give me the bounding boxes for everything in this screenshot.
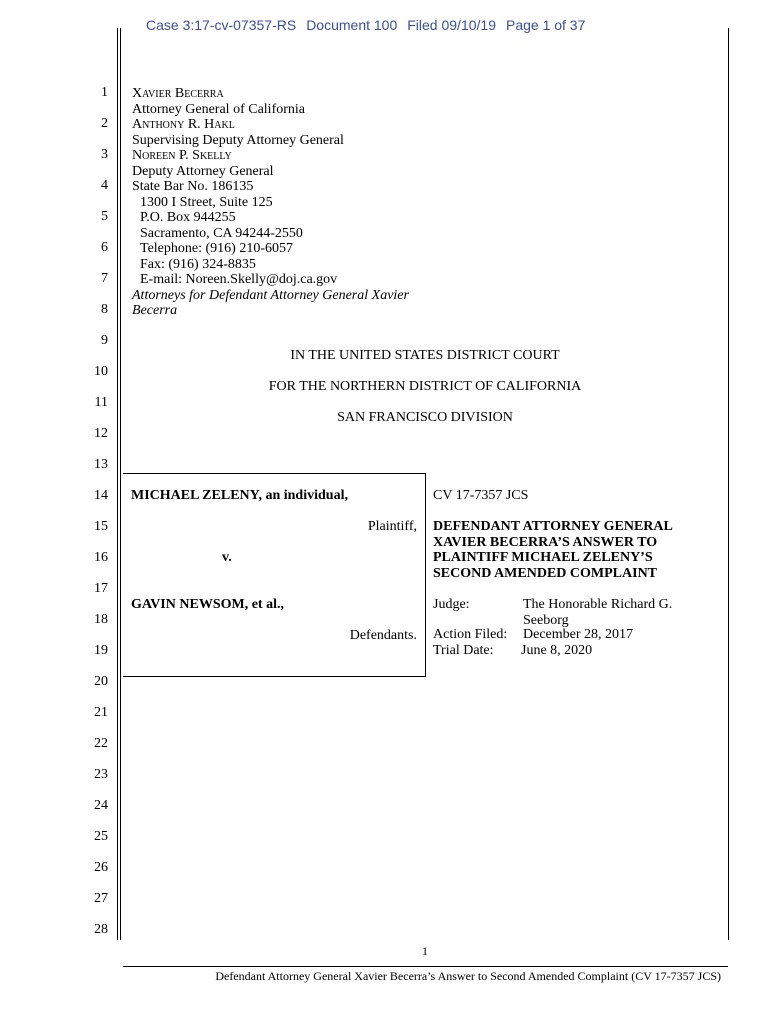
- line-number: 15: [94, 519, 108, 534]
- line-number: 5: [101, 209, 108, 224]
- line-number: 12: [94, 426, 108, 441]
- address-line: P.O. Box 944255: [140, 210, 236, 225]
- court-division: SAN FRANCISCO DIVISION: [337, 410, 513, 425]
- line-number: 18: [94, 612, 108, 627]
- defendant-role: Defendants.: [349, 628, 417, 643]
- ecf-header: [146, 17, 595, 33]
- line-number: 25: [94, 829, 108, 844]
- line-number: 2: [101, 116, 108, 131]
- trial-date-label: Trial Date:: [433, 643, 494, 658]
- address-line: Sacramento, CA 94244-2550: [140, 225, 303, 241]
- court-district: FOR THE NORTHERN DISTRICT OF CALIFORNIA: [268, 379, 582, 394]
- document-number: Document 100: [306, 17, 398, 33]
- document-title-line: SECOND AMENDED COMPLAINT: [433, 565, 658, 581]
- line-number: 3: [101, 147, 108, 162]
- line-number: 9: [101, 333, 108, 348]
- line-number: 11: [94, 395, 108, 410]
- footer-rule: [123, 966, 728, 967]
- line-number: 17: [94, 581, 108, 596]
- line-number: 22: [94, 736, 108, 751]
- attorney-name: Xavier Becerra: [132, 86, 224, 101]
- page-number: 1: [422, 944, 428, 958]
- document-title-line: DEFENDANT ATTORNEY GENERAL: [433, 519, 673, 534]
- attorney-block: [132, 86, 409, 319]
- left-margin-rule: [117, 28, 118, 940]
- trial-date-value: June 8, 2020: [521, 643, 593, 658]
- line-number: 21: [94, 705, 108, 720]
- civil-case-number: CV 17-7357 JCS: [433, 488, 529, 503]
- versus: v.: [222, 550, 232, 565]
- attorney-name: Noreen P. Skelly: [132, 148, 232, 163]
- line-number: 1: [101, 85, 108, 100]
- email: E-mail: Noreen.Skelly@doj.ca.gov: [140, 272, 338, 287]
- line-number: 8: [101, 302, 108, 317]
- attorneys-for: Attorneys for Defendant Attorney General Xavier: [132, 287, 409, 303]
- line-number: 19: [94, 643, 108, 658]
- action-filed-label: Action Filed:: [433, 627, 508, 642]
- right-margin-rule: [728, 28, 729, 940]
- attorney-name: Anthony R. Hakl: [132, 117, 235, 132]
- judge-name-line: Seeborg: [523, 612, 569, 628]
- document-title-line: XAVIER BECERRA’S ANSWER TO: [433, 534, 658, 550]
- judge-name-line: The Honorable Richard G.: [523, 597, 673, 612]
- case-number: Case 3:17-cv-07357-RS: [146, 17, 297, 33]
- line-number: 6: [101, 240, 108, 255]
- document-title: [433, 519, 673, 581]
- attorney-title: Supervising Deputy Attorney General: [132, 132, 344, 148]
- line-number: 27: [94, 891, 108, 906]
- line-number: 26: [94, 860, 108, 875]
- telephone: Telephone: (916) 210-6057: [140, 241, 293, 256]
- address-line: 1300 I Street, Suite 125: [140, 194, 273, 210]
- line-number: 10: [94, 364, 108, 379]
- attorney-title: Attorney General of California: [132, 101, 305, 117]
- action-filed-value: December 28, 2017: [523, 627, 634, 642]
- defendant-name: GAVIN NEWSOM, et al.,: [131, 597, 284, 612]
- court-name: IN THE UNITED STATES DISTRICT COURT: [290, 348, 560, 363]
- plaintiff-name: MICHAEL ZELENY, an individual,: [131, 488, 348, 503]
- line-number: 13: [94, 457, 108, 472]
- line-number: 23: [94, 767, 108, 782]
- footer-text: Defendant Attorney General Xavier Becerra’s Answer to Second Amended Complaint (CV 17-7357 JCS): [215, 969, 721, 983]
- line-number: 20: [94, 674, 108, 689]
- line-number: 24: [94, 798, 108, 813]
- document-title-line: PLAINTIFF MICHAEL ZELENY’S: [433, 550, 653, 565]
- judge-value: [523, 597, 672, 628]
- line-number: 7: [101, 271, 108, 286]
- left-margin-rule-inner: [120, 28, 121, 940]
- state-bar-number: State Bar No. 186135: [132, 179, 254, 194]
- judge-label: Judge:: [433, 597, 470, 612]
- filed-date: Filed 09/10/19: [407, 17, 496, 33]
- attorney-title: Deputy Attorney General: [132, 163, 274, 179]
- fax: Fax: (916) 324-8835: [140, 256, 256, 272]
- line-number: 28: [94, 922, 108, 937]
- page-count: Page 1 of 37: [505, 17, 586, 33]
- plaintiff-role: Plaintiff,: [367, 519, 417, 534]
- attorneys-for: Becerra: [132, 303, 178, 318]
- line-number: 16: [94, 550, 108, 565]
- line-number: 14: [94, 488, 108, 503]
- line-number: 4: [101, 178, 108, 193]
